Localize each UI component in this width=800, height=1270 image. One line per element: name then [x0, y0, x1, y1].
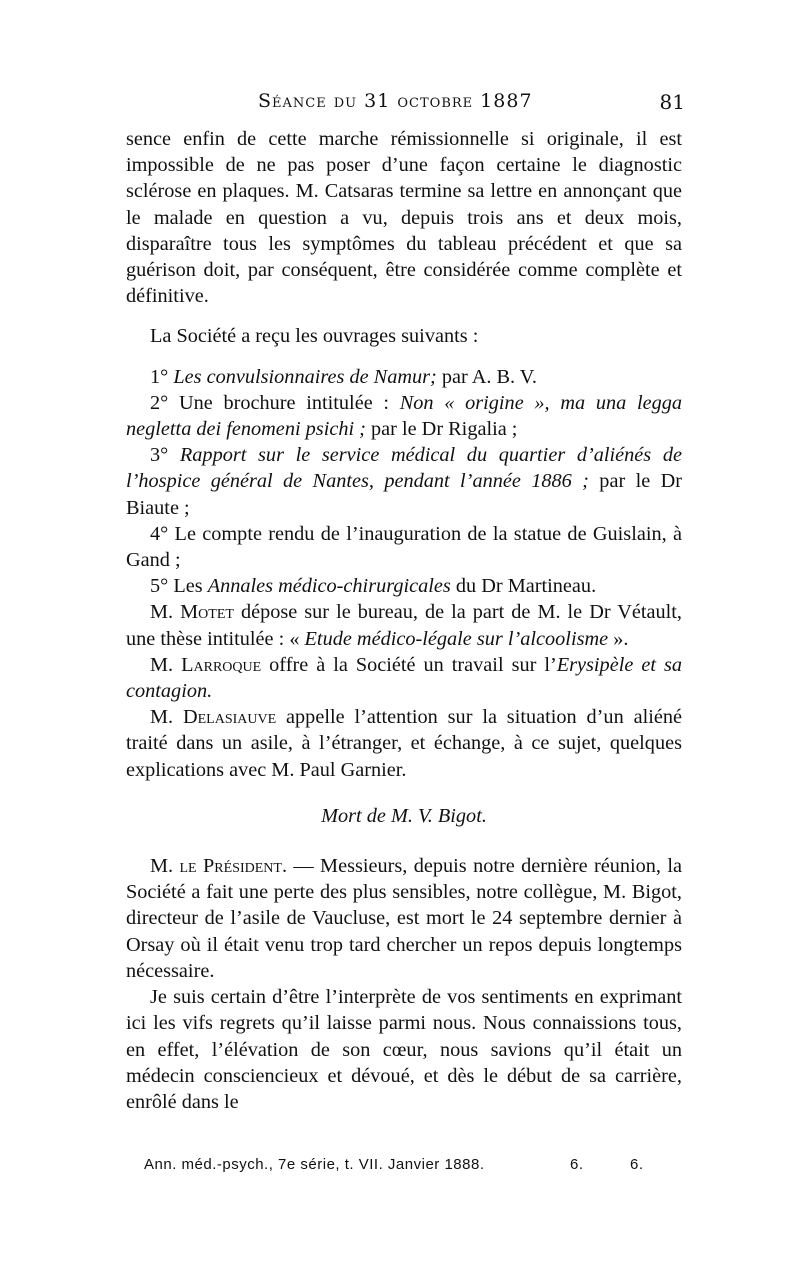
page-header	[130, 90, 685, 118]
work-title: Annales médico-chirurgicales	[207, 575, 451, 598]
paragraph-works-received: La Société a reçu les ouvrages suivants :	[150, 325, 479, 348]
mister-prefix: M.	[150, 855, 180, 878]
page-number: 81	[659, 90, 685, 114]
mister-prefix: M.	[150, 706, 183, 729]
work-title: Non « origine », ma una legga negletta dei fenomeni psichi ;	[126, 391, 683, 441]
item-text: 2° Une brochure intitulée :	[150, 391, 400, 414]
work-title: Erysipèle et sa contagion.	[126, 653, 682, 703]
speaker-name: Delasiauve	[182, 706, 277, 729]
item-text: 5° Les	[150, 575, 208, 598]
paragraph-text: offre à la Société un travail sur l’	[261, 653, 557, 676]
speaker-name: Motet	[180, 601, 234, 624]
work-title: Les convulsionnaires de Namur;	[173, 365, 437, 388]
mister-prefix: M.	[150, 653, 182, 676]
paragraph-text: ».	[608, 627, 629, 650]
paragraph-larroque	[126, 652, 682, 704]
item-number: 1°	[150, 365, 174, 388]
signature-number: 6.	[630, 1156, 644, 1173]
paragraph-catsaras: sence enfin de cette marche rémissionnelle si originale, il est impossible de ne pas poser d’une façon certaine le diagnostic sclérose en plaques. M. Catsaras termine sa lettre en annonçant que le malade en question a vu, depuis trois ans et deux mois, disparaître tous les symptômes du tableau précédent et que sa guérison doit, par conséquent, être considérée comme complète et définitive.	[126, 128, 682, 308]
paragraph-president	[126, 853, 682, 984]
paragraph-text: dépose sur le bureau, de la part de M. le Dr Vétault, une thèse intitulée : «	[126, 601, 682, 650]
page-body	[126, 126, 682, 1115]
work-title: Rapport sur le service médical du quartier d’aliénés de l’hospice général de Nantes, pendant l’année 1886 ;	[126, 444, 682, 493]
list-item-2	[126, 390, 682, 442]
running-title: Séance du 31 octobre 1887	[258, 90, 533, 112]
list-item-3	[126, 442, 682, 521]
work-author: par A. B. V.	[436, 365, 537, 388]
work-title: Etude médico-légale sur l’alcoolisme	[304, 627, 609, 650]
paragraph-tribute: Je suis certain d’être l’interprète de vos sentiments en exprimant ici les vifs regrets qu’il laisse parmi nous. Nous connaissions tous, en effet, l’élévation de son cœur, nous savions qu’il était un médecin consciencieux et dévoué, et dès le début de sa carrière, enrôlé dans le	[126, 986, 682, 1113]
list-item-1	[126, 364, 682, 390]
speaker-name: le Président	[179, 855, 282, 878]
list-item-5	[126, 573, 682, 599]
section-heading: Mort de M. V. Bigot.	[321, 804, 487, 827]
signature-number: 6.	[570, 1156, 584, 1173]
work-author: par le Dr Rigalia ;	[365, 418, 518, 441]
paragraph-delasiauve	[126, 704, 682, 783]
printer-signature: Ann. méd.-psych., 7e série, t. VII. Janvier 1888.	[144, 1156, 485, 1173]
paragraph-text: appelle l’attention sur la situation d’un aliéné traité dans un asile, à l’étranger, et échange, à ce sujet, quelques explications avec M. Paul Garnier.	[126, 706, 682, 781]
speaker-name: Larroque	[181, 653, 262, 676]
paragraph-text: . — Messieurs, depuis notre dernière réunion, la Société a fait une perte des plus sensibles, notre collègue, M. Bigot, directeur de l’asile de Vaucluse, est mort le 24 septembre dernier à Orsay où il était venu trop tard chercher un repos depuis longtemps nécessaire.	[126, 855, 682, 982]
mister-prefix: M.	[150, 601, 181, 624]
list-item-4: 4° Le compte rendu de l’inauguration de la statue de Guislain, à Gand ;	[126, 522, 682, 572]
work-author: par le Dr Biaute ;	[126, 470, 682, 519]
item-number: 3°	[150, 444, 180, 467]
work-author: du Dr Martineau.	[450, 575, 597, 598]
paragraph-motet	[126, 599, 682, 651]
